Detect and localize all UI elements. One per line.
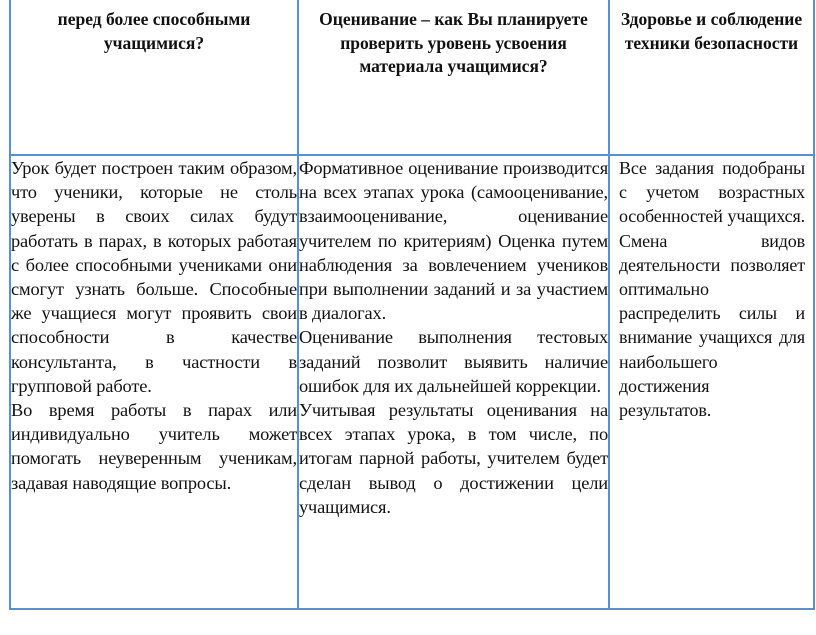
header-text: Здоровье и соблюдение техники безопасности: [620, 9, 803, 53]
table-body-row: [10, 155, 814, 609]
paragraph: Во время работы в парах или индивидуально учитель может помогать неуверенным ученикам, задавая наводящие вопросы.: [11, 400, 297, 493]
header-text: перед более способными учащимися?: [57, 9, 251, 53]
body-cell-assessment: [298, 155, 609, 609]
header-cell-differentiation: [10, 0, 298, 155]
paragraph: Оценивание выполнения тестовых заданий позволит выявить наличие ошибок для их дальнейшей коррекции.: [299, 327, 608, 396]
header-cell-assessment: [298, 0, 609, 155]
header-text: Оценивание – как Вы планируете проверить уровень усвоения материала учащимися?: [319, 9, 588, 76]
paragraph: Все задания подобраны с учетом возрастных особенностей учащихся. Смена видов деятельности позволяет оптимально распределить силы и внимание учащихся для наибольшего достижения результатов.: [619, 158, 805, 421]
body-cell-health-safety: [609, 155, 814, 609]
paragraph: Учитывая результаты оценивания на всех этапах урока, в том числе, по итогам парной работы, учителем будет сделан вывод о достижении цели учащимися.: [299, 400, 608, 517]
lesson-plan-table: [9, 0, 815, 610]
paragraph: Формативное оценивание производится на всех этапах урока (самооценивание, взаимооценивание, оценивание учителем по критериям) Оценка путем наблюдения за вовлечением учеников при выполнении заданий и за участием в диалогах.: [299, 158, 608, 324]
header-cell-health-safety: [609, 0, 814, 155]
body-cell-differentiation: [10, 155, 298, 609]
paragraph: Урок будет построен таким образом, что ученики, которые не столь уверены в своих силах будут работать в парах, в которых работая с более способными учениками они смогут узнать больше. Способные же учащиеся могут проявить свои способности в качестве консультанта, в частности в групповой работе.: [11, 158, 297, 396]
table-header-row: [10, 0, 814, 155]
